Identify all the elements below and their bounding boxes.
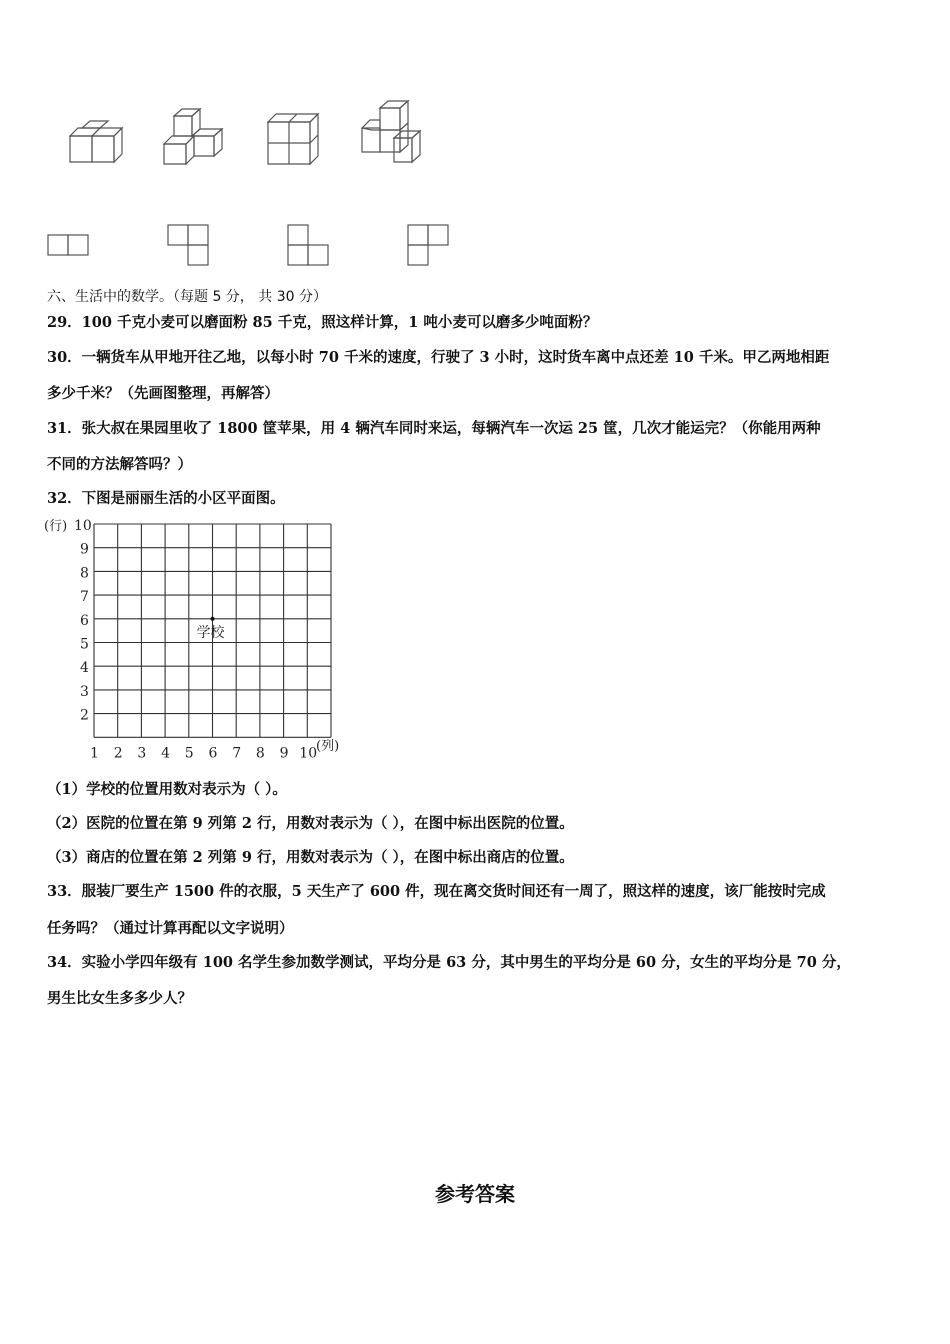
- question-29: 29．100 千克小麦可以磨面粉 85 千克，照这样计算，1 吨小麦可以磨多少吨面粉？: [47, 314, 598, 331]
- question-33-line-1: 33．服装厂要生产 1500 件的衣服，5 天生产了 600 件，现在离交货时间还有一周了，照这样的速度，该厂能按时完成: [47, 883, 826, 900]
- flat-view-1: [47, 234, 91, 260]
- question-32: 32．下图是丽丽生活的小区平面图。: [47, 490, 285, 507]
- col-tick-label: 10: [299, 745, 318, 762]
- answers-title: 参考答案: [435, 1182, 515, 1206]
- flat-view-3: [287, 224, 331, 272]
- col-tick-label: 3: [137, 745, 147, 762]
- row-axis-label: (行): [44, 519, 68, 534]
- question-30-line-2: 多少千米？（先画图整理，再解答）: [47, 385, 279, 402]
- section-6-heading: 六、生活中的数学。（每题 5 分， 共 30 分）: [47, 289, 327, 305]
- row-tick-label: 8: [80, 565, 89, 582]
- school-marker: [211, 617, 215, 621]
- col-tick-label: 9: [279, 745, 289, 762]
- row-tick-label: 3: [80, 683, 89, 700]
- question-30-line-1: 30．一辆货车从甲地开往乙地，以每小时 70 千米的速度，行驶了 3 小时，这时货车离中点还差 10 千米。甲乙两地相距: [47, 349, 830, 366]
- school-label: 学校: [196, 624, 225, 641]
- question-32-sub-1: （1）学校的位置用数对表示为（ ）。: [47, 781, 287, 798]
- question-32-sub-2: （2）医院的位置在第 9 列第 2 行，用数对表示为（ ），在图中标出医院的位置。: [47, 815, 574, 832]
- col-tick-label: 7: [232, 745, 242, 762]
- row-tick-label: 7: [80, 589, 89, 606]
- flat-view-4: [407, 224, 451, 272]
- question-33-line-2: 任务吗？（通过计算再配以文字说明）: [47, 920, 294, 937]
- col-tick-label: 5: [184, 745, 194, 762]
- cube-figure-3: [264, 110, 324, 172]
- col-tick-label: 6: [208, 745, 218, 762]
- cube-figure-1: [66, 118, 126, 170]
- col-axis-label: (列): [316, 739, 340, 754]
- col-tick-label: 4: [161, 745, 171, 762]
- col-tick-label: 8: [255, 745, 265, 762]
- coordinate-grid: [44, 514, 354, 764]
- row-tick-label: 2: [80, 707, 89, 724]
- col-tick-label: 2: [113, 745, 123, 762]
- cube-figure-4: [358, 98, 428, 170]
- row-tick-label: 9: [80, 541, 89, 558]
- row-tick-label: 6: [80, 612, 89, 629]
- question-34-line-1: 34．实验小学四年级有 100 名学生参加数学测试，平均分是 63 分，其中男生的平均分是 60 分，女生的平均分是 70 分，: [47, 954, 851, 971]
- question-31-line-2: 不同的方法解答吗？）: [47, 456, 192, 473]
- question-34-line-2: 男生比女生多多少人？: [47, 990, 192, 1007]
- col-tick-label: 1: [90, 745, 99, 762]
- row-tick-label: 10: [74, 518, 92, 534]
- row-tick-label: 5: [80, 636, 89, 653]
- flat-view-2: [167, 224, 211, 272]
- question-31-line-1: 31．张大叔在果园里收了 1800 筐苹果，用 4 辆汽车同时来运，每辆汽车一次运 25 筐，几次才能运完？（你能用两种: [47, 420, 821, 437]
- question-32-sub-3: （3）商店的位置在第 2 列第 9 行，用数对表示为（ ），在图中标出商店的位置。: [47, 849, 574, 866]
- cube-figure-2: [160, 106, 230, 172]
- row-tick-label: 4: [80, 660, 89, 677]
